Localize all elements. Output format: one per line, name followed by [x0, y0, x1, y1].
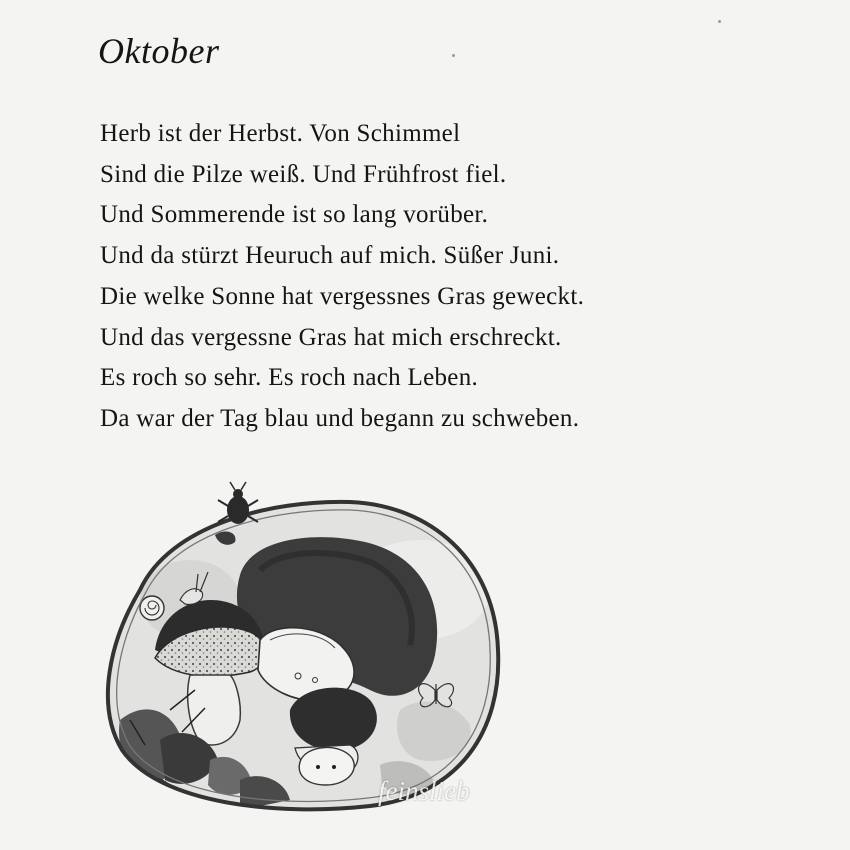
page-title: Oktober: [98, 31, 220, 71]
watermark: feinslieb: [378, 776, 470, 806]
poem: [100, 114, 584, 440]
snail-icon: [140, 596, 164, 620]
poem-line: Und das vergessne Gras hat mich erschreckt.: [100, 323, 562, 351]
mushroom-illustration: [100, 480, 510, 825]
poem-line: Da war der Tag blau und begann zu schweben.: [100, 404, 580, 432]
beetle-icon: [218, 482, 258, 524]
paper-speck: [452, 54, 455, 57]
poem-line: Herb ist der Herbst. Von Schimmel: [100, 120, 461, 147]
paper-speck: [718, 20, 721, 23]
poem-line: Die welke Sonne hat vergessnes Gras geweckt.: [100, 282, 585, 310]
poem-line: Es roch so sehr. Es roch nach Leben.: [100, 364, 479, 392]
poem-line: Und Sommerende ist so lang vorüber.: [100, 201, 489, 229]
poem-line: Und da stürzt Heuruch auf mich. Süßer Juni.: [100, 242, 560, 270]
poem-line: Sind die Pilze weiß. Und Frühfrost fiel.: [100, 160, 507, 188]
